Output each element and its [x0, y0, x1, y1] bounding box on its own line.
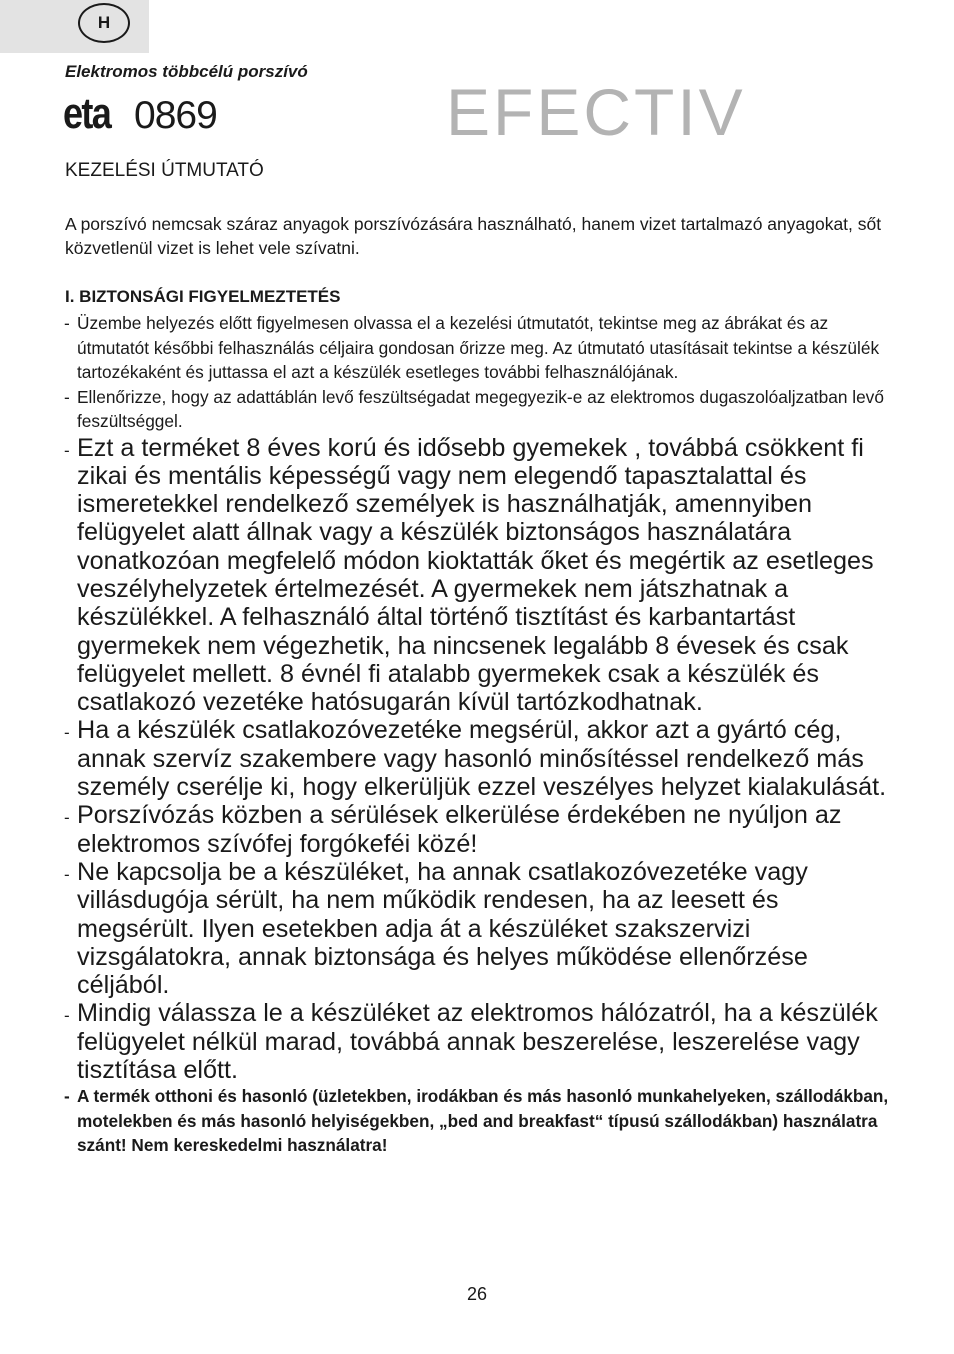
- list-item-text: Porszívózás közben a sérülések elkerülése érdekében ne nyúljon az elektromos szívófej forgókeféi közé!: [77, 801, 842, 858]
- list-item: [64, 716, 894, 801]
- section-title: I. BIZTONSÁGI FIGYELMEZTETÉS: [65, 287, 341, 306]
- intro-paragraph: A porszívó nemcsak száraz anyagok porszívózására használható, hanem vizet tartalmazó anyagokat, sőt közvetlenül vizet is lehet vele szívatni.: [65, 214, 882, 258]
- list-item-text: Mindig válassza le a készüléket az elektromos hálózatról, ha a készülék felügyelet nélkül marad, továbbá annak beszerelése, leszerelése vagy tisztítása előtt.: [77, 999, 878, 1085]
- list-dash: -: [64, 313, 70, 333]
- list-item-text: Üzembe helyezés előtt figyelmesen olvassa el a kezelési útmutatót, tekintse meg az ábrákat és az útmutatót későbbi felhasználás céljaira gondosan őrizze meg. Az útmutató utasításait tekintse a készülék tartozékaként és juttassa el azt a készülék esetleges további felhasználójának.: [77, 313, 880, 382]
- list-item: [64, 999, 894, 1084]
- safety-warnings-list: [64, 311, 894, 1157]
- list-item: [64, 1084, 894, 1157]
- list-dash: -: [64, 1086, 70, 1107]
- language-tab: [0, 0, 149, 53]
- model-number: 0869: [134, 94, 217, 137]
- list-dash: -: [64, 723, 70, 743]
- list-item-text: A termék otthoni és hasonló (üzletekben, irodákban és más hasonló munkahelyeken, szállodákban, motelekben és más hasonló helyiségekben, „bed and breakfast“ típusú szállodákban) használatra szánt! Nem kereskedelmi használatra!: [77, 1086, 889, 1155]
- page-number: 26: [466, 1284, 488, 1304]
- list-dash: -: [64, 864, 70, 884]
- eta-logo: eta: [63, 89, 111, 138]
- list-dash: -: [64, 1006, 70, 1026]
- efectiv-brand-logo: EFECTIV: [446, 75, 746, 149]
- list-item: [64, 434, 894, 717]
- list-item-text: Ellenőrizze, hogy az adattáblán levő feszültségadat megegyezik-e az elektromos dugaszolóaljzatban levő feszültséggel.: [77, 386, 884, 431]
- manual-title: KEZELÉSI ÚTMUTATÓ: [65, 160, 264, 181]
- list-item-text: Ezt a terméket 8 éves korú és idősebb gyemekek , továbbá csökkent fi zikai és mentális képességű vagy nem elegendő tapasztalattal és ismeretekkel rendelkező személyek is használhatják, amennyiben felügyelet alatt állnak vagy a készülék biztonságos használatára vonatkozóan megfelelő módon kioktatták őket és megértik az esetleges veszélyhelyzetek értelmezését. A gyermekek nem játszhatnak a készülékkel. A felhasználó által történő tisztítást és karbantartást gyermekek nem végezhetik, ha nincsenek legalább 8 évesek és csak felügyelet mellett. 8 évnél fi atalabb gyermekek csak a készülék és csatlakozó vezetéke hatósugarán kívül tartózkodhatnak.: [77, 433, 874, 717]
- list-item-text: Ne kapcsolja be a készüléket, ha annak csatlakozóvezetéke vagy villásdugója sérült, ha nem működik rendesen, ha az leesett és megsérült. Ilyen esetekben adja át a készüléket szakszervizi vizsgálatokra, annak biztonsága és helyes működése ellenőrzése céljából.: [77, 857, 808, 1000]
- language-badge: H: [78, 3, 130, 43]
- list-dash: -: [64, 440, 70, 460]
- list-item-text: Ha a készülék csatlakozóvezetéke megsérül, akkor azt a gyártó cég, annak szervíz szakembere vagy hasonló minősítéssel rendelkező más személy cserélje ki, hogy elkerüljük ezzel veszélyes helyzet kialakulását.: [77, 716, 887, 802]
- list-item: [64, 311, 894, 385]
- list-item: [64, 858, 894, 999]
- list-dash: -: [64, 808, 70, 828]
- list-item: [64, 801, 894, 858]
- list-dash: -: [64, 386, 70, 407]
- list-item: [64, 385, 894, 434]
- product-subtitle: Elektromos többcélú porszívó: [65, 62, 308, 81]
